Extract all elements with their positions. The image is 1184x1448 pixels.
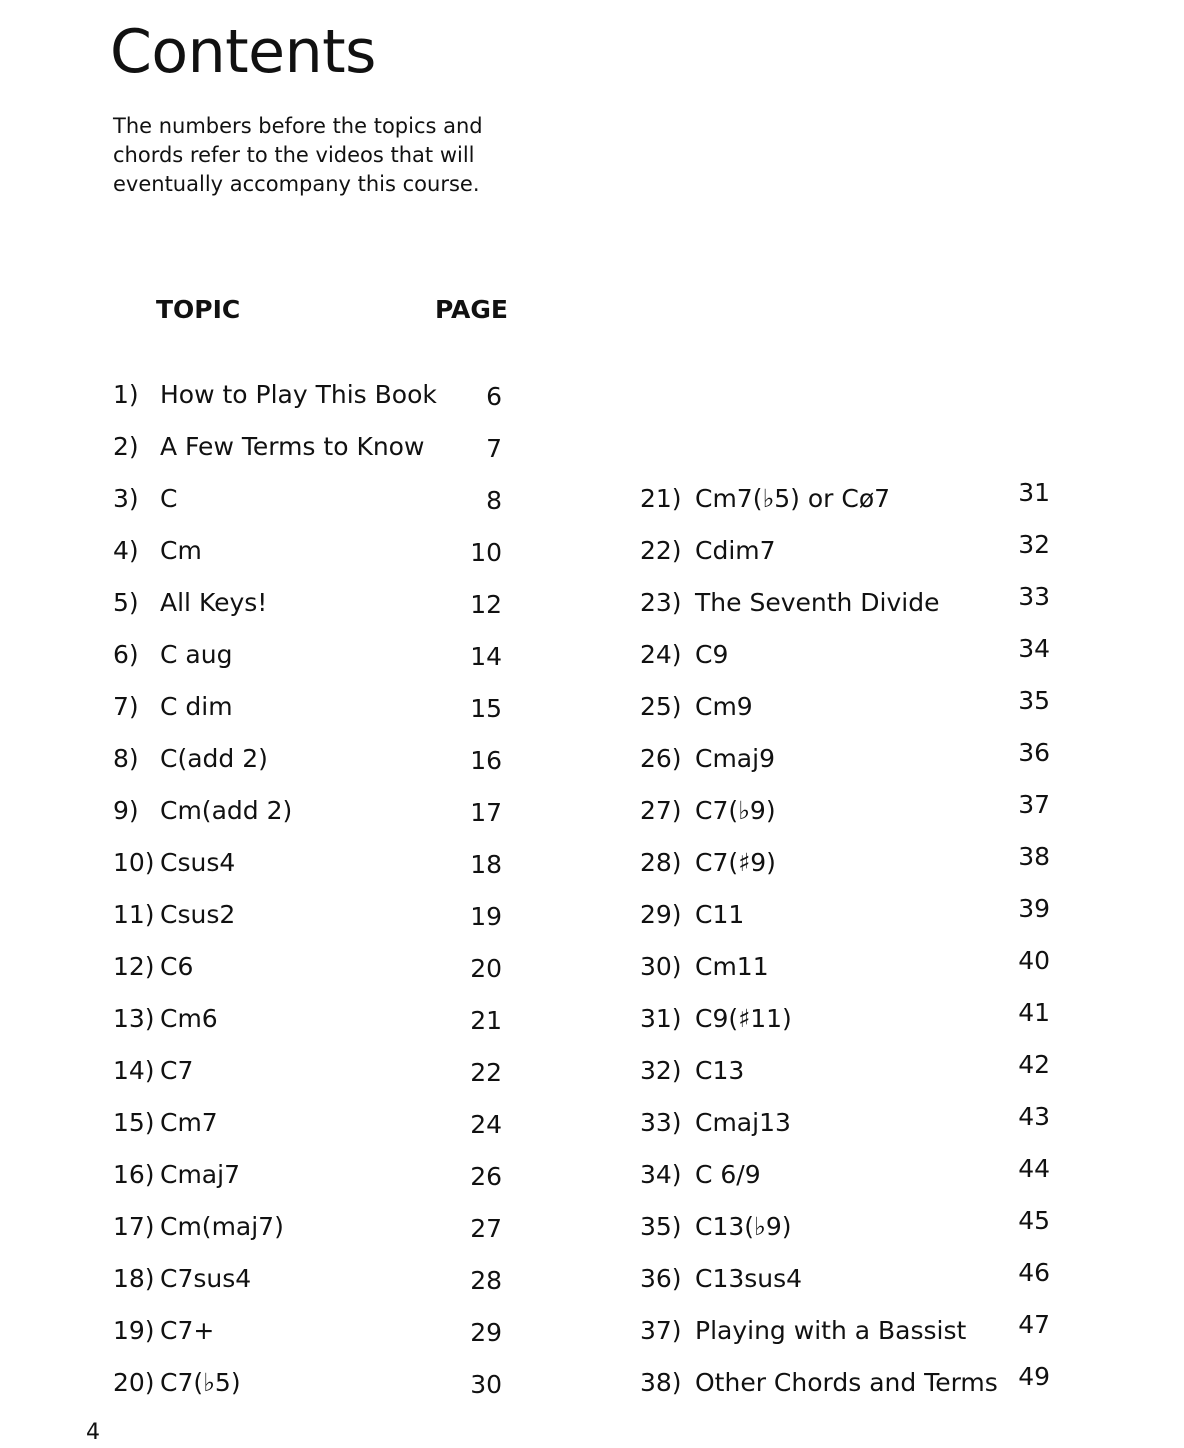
entry-number: 2) xyxy=(113,432,139,461)
toc-entry xyxy=(113,633,513,685)
entry-page: 6 xyxy=(486,382,502,411)
entry-topic: C6 xyxy=(160,952,194,981)
entry-number: 30) xyxy=(640,952,682,981)
entry-number: 19) xyxy=(113,1316,155,1345)
toc-entry xyxy=(640,789,1060,841)
entry-number: 23) xyxy=(640,588,682,617)
entry-page: 44 xyxy=(1018,1154,1050,1183)
entry-page: 35 xyxy=(1018,686,1050,715)
entry-number: 33) xyxy=(640,1108,682,1137)
entry-number: 31) xyxy=(640,1004,682,1033)
entry-topic: Cmaj13 xyxy=(695,1108,791,1137)
entry-page: 47 xyxy=(1018,1310,1050,1339)
entry-page: 21 xyxy=(470,1006,502,1035)
entry-topic: C13sus4 xyxy=(695,1264,803,1293)
toc-entry xyxy=(640,685,1060,737)
entry-number: 28) xyxy=(640,848,682,877)
page-number: 4 xyxy=(86,1420,100,1445)
entry-page: 24 xyxy=(470,1110,502,1139)
toc-entry xyxy=(113,789,513,841)
entry-number: 29) xyxy=(640,900,682,929)
toc-entry xyxy=(113,685,513,737)
entry-topic: Csus4 xyxy=(160,848,236,877)
intro-line: eventually accompany this course. xyxy=(113,172,480,196)
entry-topic: Cm xyxy=(160,536,202,565)
entry-number: 34) xyxy=(640,1160,682,1189)
entry-number: 16) xyxy=(113,1160,155,1189)
toc-entry xyxy=(640,1361,1060,1413)
entry-number: 6) xyxy=(113,640,139,669)
entry-page: 19 xyxy=(470,902,502,931)
entry-page: 28 xyxy=(470,1266,502,1295)
entry-page: 12 xyxy=(470,590,502,619)
toc-entry xyxy=(113,737,513,789)
entry-page: 42 xyxy=(1018,1050,1050,1079)
entry-page: 30 xyxy=(470,1370,502,1399)
entry-number: 3) xyxy=(113,484,139,513)
entry-topic: All Keys! xyxy=(160,588,268,617)
toc-entry xyxy=(640,945,1060,997)
entry-topic: C11 xyxy=(695,900,745,929)
toc-entry xyxy=(113,1309,513,1361)
entry-topic: C7sus4 xyxy=(160,1264,252,1293)
toc-entry xyxy=(640,1153,1060,1205)
entry-topic: C13(♭9) xyxy=(695,1212,792,1241)
entry-number: 26) xyxy=(640,744,682,773)
entry-page: 40 xyxy=(1018,946,1050,975)
entry-topic: Cm6 xyxy=(160,1004,218,1033)
topic-column-header: TOPIC xyxy=(156,295,241,324)
entry-topic: The Seventh Divide xyxy=(695,588,940,617)
entry-page: 46 xyxy=(1018,1258,1050,1287)
entry-page: 18 xyxy=(470,850,502,879)
entry-page: 27 xyxy=(470,1214,502,1243)
entry-page: 15 xyxy=(470,694,502,723)
entry-number: 36) xyxy=(640,1264,682,1293)
entry-page: 22 xyxy=(470,1058,502,1087)
entry-page: 39 xyxy=(1018,894,1050,923)
entry-topic: C7(♭9) xyxy=(695,796,776,825)
entry-topic: Cm(maj7) xyxy=(160,1212,284,1241)
toc-entry xyxy=(113,997,513,1049)
entry-number: 27) xyxy=(640,796,682,825)
entry-number: 7) xyxy=(113,692,139,721)
entry-page: 10 xyxy=(470,538,502,567)
toc-entry xyxy=(113,373,513,425)
entry-number: 12) xyxy=(113,952,155,981)
toc-entry xyxy=(640,1049,1060,1101)
toc-entry xyxy=(640,529,1060,581)
intro-paragraph xyxy=(113,112,513,199)
entry-page: 7 xyxy=(486,434,502,463)
entry-topic: How to Play This Book xyxy=(160,380,437,409)
entry-topic: C9 xyxy=(695,640,729,669)
entry-topic: Cm(add 2) xyxy=(160,796,293,825)
toc-entry xyxy=(113,1205,513,1257)
toc-entry xyxy=(113,477,513,529)
toc-entry xyxy=(640,477,1060,529)
entry-number: 4) xyxy=(113,536,139,565)
entry-number: 20) xyxy=(113,1368,155,1397)
entry-page: 49 xyxy=(1018,1362,1050,1391)
entry-number: 14) xyxy=(113,1056,155,1085)
entry-topic: C9(♯11) xyxy=(695,1004,792,1033)
entry-page: 33 xyxy=(1018,582,1050,611)
page-column-header: PAGE xyxy=(435,295,508,324)
toc-entry xyxy=(640,1205,1060,1257)
toc-entry xyxy=(640,633,1060,685)
contents-list-right xyxy=(640,477,1060,1413)
entry-number: 22) xyxy=(640,536,682,565)
entry-page: 34 xyxy=(1018,634,1050,663)
toc-entry xyxy=(113,893,513,945)
entry-number: 37) xyxy=(640,1316,682,1345)
toc-entry xyxy=(640,1257,1060,1309)
entry-page: 16 xyxy=(470,746,502,775)
toc-entry xyxy=(113,1153,513,1205)
entry-page: 45 xyxy=(1018,1206,1050,1235)
entry-topic: C(add 2) xyxy=(160,744,268,773)
entry-page: 41 xyxy=(1018,998,1050,1027)
entry-topic: Playing with a Bassist xyxy=(695,1316,967,1345)
entry-topic: Csus2 xyxy=(160,900,236,929)
entry-topic: C7(♭5) xyxy=(160,1368,241,1397)
entry-page: 29 xyxy=(470,1318,502,1347)
entry-number: 17) xyxy=(113,1212,155,1241)
toc-entry xyxy=(640,1309,1060,1361)
entry-number: 21) xyxy=(640,484,682,513)
entry-page: 8 xyxy=(486,486,502,515)
entry-page: 14 xyxy=(470,642,502,671)
entry-topic: C13 xyxy=(695,1056,745,1085)
toc-entry xyxy=(640,1101,1060,1153)
entry-page: 36 xyxy=(1018,738,1050,767)
entry-topic: Cm9 xyxy=(695,692,753,721)
entry-number: 32) xyxy=(640,1056,682,1085)
entry-page: 32 xyxy=(1018,530,1050,559)
entry-topic: C dim xyxy=(160,692,233,721)
entry-topic: C7 xyxy=(160,1056,194,1085)
contents-list-left xyxy=(113,373,513,1413)
toc-entry xyxy=(113,1361,513,1413)
entry-number: 8) xyxy=(113,744,139,773)
entry-topic: Cdim7 xyxy=(695,536,776,565)
toc-entry xyxy=(640,841,1060,893)
entry-number: 24) xyxy=(640,640,682,669)
entry-topic: Other Chords and Terms xyxy=(695,1368,998,1397)
toc-entry xyxy=(640,893,1060,945)
entry-page: 37 xyxy=(1018,790,1050,819)
entry-number: 35) xyxy=(640,1212,682,1241)
entry-topic: C xyxy=(160,484,178,513)
toc-entry xyxy=(640,997,1060,1049)
intro-line: chords refer to the videos that will xyxy=(113,143,475,167)
entry-number: 9) xyxy=(113,796,139,825)
entry-topic: C7(♯9) xyxy=(695,848,776,877)
toc-entry xyxy=(113,945,513,997)
toc-entry xyxy=(113,425,513,477)
entry-topic: Cm11 xyxy=(695,952,769,981)
entry-topic: Cm7 xyxy=(160,1108,218,1137)
toc-entry xyxy=(113,1049,513,1101)
entry-number: 38) xyxy=(640,1368,682,1397)
toc-entry xyxy=(113,581,513,633)
entry-page: 20 xyxy=(470,954,502,983)
toc-entry xyxy=(113,1257,513,1309)
toc-entry xyxy=(113,1101,513,1153)
entry-topic: A Few Terms to Know xyxy=(160,432,425,461)
entry-number: 25) xyxy=(640,692,682,721)
toc-entry xyxy=(113,841,513,893)
entry-number: 5) xyxy=(113,588,139,617)
toc-entry xyxy=(640,581,1060,633)
entry-page: 43 xyxy=(1018,1102,1050,1131)
intro-line: The numbers before the topics and xyxy=(113,114,483,138)
entry-topic: Cmaj9 xyxy=(695,744,775,773)
entry-topic: Cmaj7 xyxy=(160,1160,240,1189)
entry-number: 13) xyxy=(113,1004,155,1033)
page-title: Contents xyxy=(110,17,376,87)
entry-page: 38 xyxy=(1018,842,1050,871)
entry-topic: C7+ xyxy=(160,1316,215,1345)
entry-number: 11) xyxy=(113,900,155,929)
entry-page: 26 xyxy=(470,1162,502,1191)
entry-number: 10) xyxy=(113,848,155,877)
entry-page: 31 xyxy=(1018,478,1050,507)
entry-topic: Cm7(♭5) or Cø7 xyxy=(695,484,891,513)
entry-number: 15) xyxy=(113,1108,155,1137)
entry-number: 18) xyxy=(113,1264,155,1293)
entry-topic: C aug xyxy=(160,640,233,669)
toc-entry xyxy=(640,737,1060,789)
toc-entry xyxy=(113,529,513,581)
entry-page: 17 xyxy=(470,798,502,827)
entry-topic: C 6/9 xyxy=(695,1160,761,1189)
entry-number: 1) xyxy=(113,380,139,409)
